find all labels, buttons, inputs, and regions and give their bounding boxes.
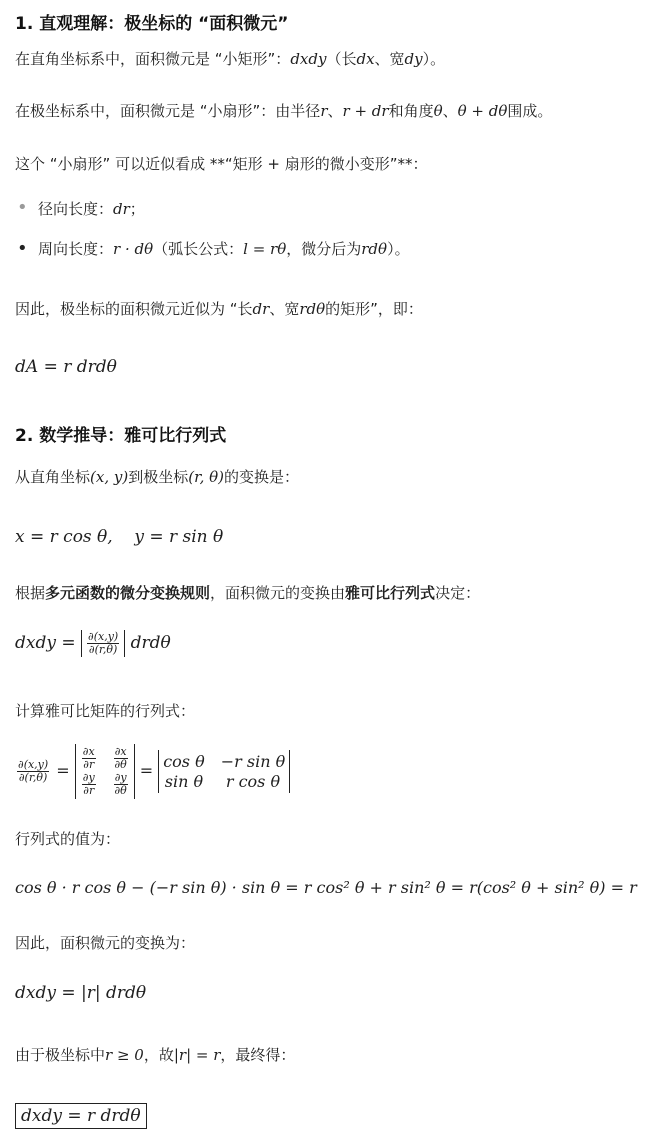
- list-item-angular: 周向长度：r · dθ（弧长公式：l = rθ，微分后为rdθ）。: [38, 240, 410, 258]
- bullet-dot: •: [17, 238, 28, 259]
- section-1-heading: 1. 直观理解：极坐标的 “面积微元”: [15, 14, 289, 34]
- paragraph-therefore: 因此，面积微元的变换为：: [15, 934, 196, 952]
- paragraph-determinant-value: 行列式的值为：: [15, 830, 121, 848]
- paragraph-polar-element: 在极坐标系中，面积微元是 “小扇形”：由半径r、r + dr和角度θ、θ + dθ围成。: [15, 102, 553, 120]
- list-item-radial: 径向长度：dr；: [38, 200, 145, 218]
- final-result-box: dxdy = r drdθ: [15, 1103, 147, 1129]
- equation-abs-r: dxdy = |r| drdθ: [15, 983, 147, 1003]
- paragraph-jacobian-rule: 根据多元函数的微分变换规则，面积微元的变换由雅可比行列式决定：: [15, 584, 481, 602]
- paragraph-transform: 从直角坐标(x, y)到极坐标(r, θ)的变换是：: [15, 468, 300, 486]
- equation-determinant: cos θ · r cos θ − (−r sin θ) · sin θ = r cos² θ + r sin² θ = r(cos² θ + sin² θ) = r: [15, 878, 637, 897]
- equation-transform: x = r cos θ, y = r sin θ: [15, 527, 224, 547]
- paragraph-cartesian-element: 在直角坐标系中，面积微元是 “小矩形”：dxdy（长dx、宽dy）。: [15, 50, 446, 68]
- paragraph-conclusion: 因此，极坐标的面积微元近似为 “长dr、宽rdθ的矩形”，即：: [15, 300, 423, 318]
- bullet-dot: •: [17, 197, 28, 218]
- section-2-heading: 2. 数学推导：雅可比行列式: [15, 426, 227, 446]
- equation-jacobian-matrix: $\frac{\partial(x,y)}{\partial(r,\theta)}$ = $\frac{\partial x}{\partial r}$ $\frac{\partial x}{\partial\theta}$ $\frac{\partial y}{\partial r}$ $\frac{\partial y}{\partial\theta}$ = cos θ −r sin θ sin θ r cos θ: [15, 744, 290, 799]
- paragraph-approximation: 这个 “小扇形” 可以近似看成 **“矩形 + 扇形的微小变形”**：: [15, 155, 428, 173]
- equation-area-element: dA = r drdθ: [15, 357, 117, 377]
- equation-jacobian-transform: dxdy = $\frac{\partial(x,y)}{\partial(r,\theta)}$ drdθ: [15, 630, 171, 656]
- paragraph-nonnegative: 由于极坐标中r ≥ 0，故|r| = r，最终得：: [15, 1046, 296, 1064]
- paragraph-compute-jacobian: 计算雅可比矩阵的行列式：: [15, 702, 196, 720]
